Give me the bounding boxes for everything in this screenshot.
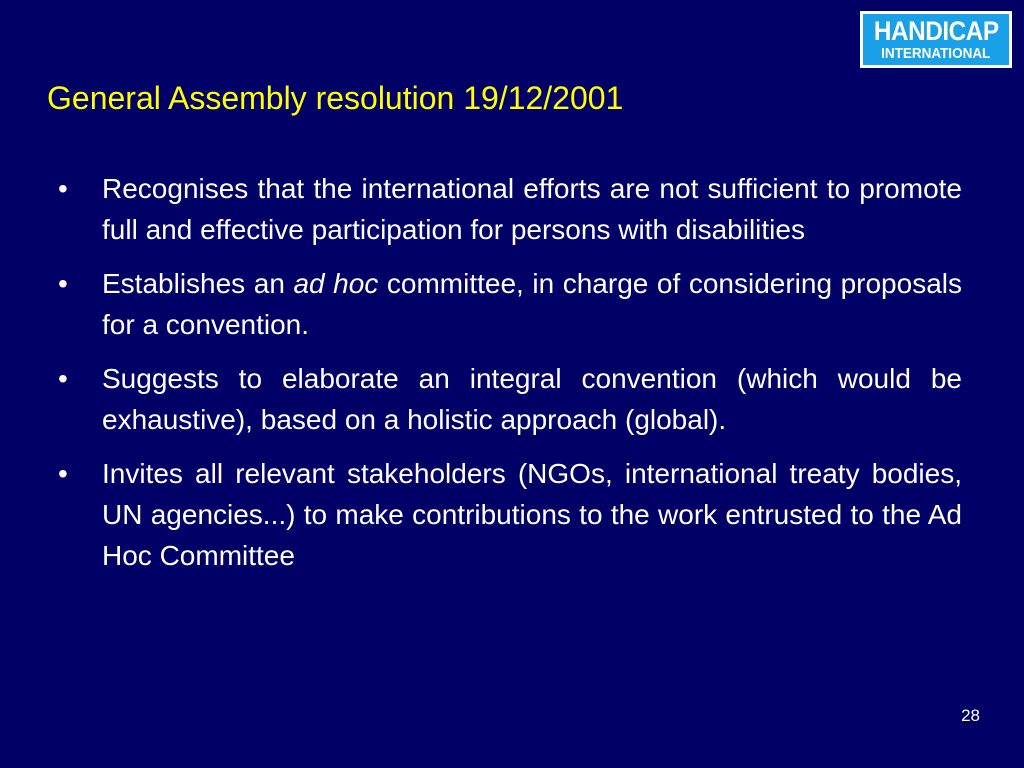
logo-badge <box>863 14 1009 65</box>
bullet-icon: • <box>58 268 68 299</box>
bullet-item-suggests <box>58 358 962 440</box>
bullet-item-recognises <box>58 168 962 250</box>
bullet-text <box>102 263 962 345</box>
bullet-icon: • <box>58 363 68 394</box>
logo-line-handicap: HANDICAP <box>873 16 999 46</box>
bullet-text-before: Establishes an <box>102 268 294 299</box>
bullet-icon: • <box>58 173 68 204</box>
bullet-item-establishes <box>58 263 962 345</box>
handicap-international-logo <box>860 11 1012 68</box>
page-number: 28 <box>961 706 980 725</box>
bullet-icon: • <box>58 458 68 489</box>
bullet-text-italic: ad hoc <box>293 268 379 299</box>
bullet-item-invites <box>58 453 962 576</box>
bullet-text: Recognises that the international efforts are not sufficient to promote full and effective participation for persons with disabilities <box>102 173 962 245</box>
bullet-text: Invites all relevant stakeholders (NGOs, international treaty bodies, UN agencies...) to make contributions to the work entrusted to the Ad Hoc Committee <box>102 458 962 571</box>
bullet-list <box>58 168 962 589</box>
slide-title: General Assembly resolution 19/12/2001 <box>47 80 624 116</box>
bullet-text: Suggests to elaborate an integral convention (which would be exhaustive), based on a holistic approach (global). <box>102 363 962 435</box>
logo-line-international: INTERNATIONAL <box>881 45 991 62</box>
bullet-text-after: committee, in charge of considering proposals for a convention. <box>102 268 962 340</box>
